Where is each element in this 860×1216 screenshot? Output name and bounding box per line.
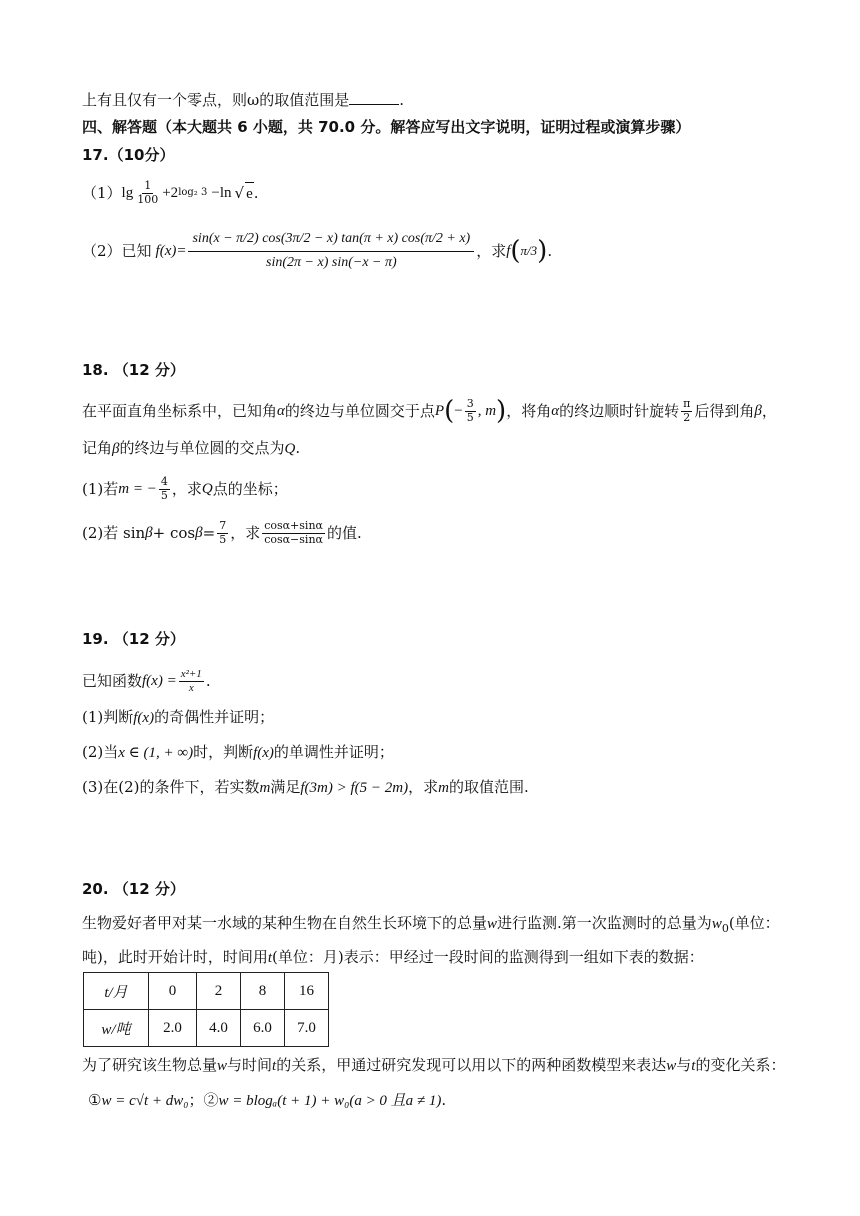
q18-text-a: 在平面直角坐标系中，已知角 bbox=[82, 402, 278, 420]
answer-blank bbox=[349, 90, 399, 105]
para2-b: (单位：月)表示：甲经过一段时间的监测得到一组如下表的数据： bbox=[272, 948, 704, 966]
q19-sub1 bbox=[82, 706, 274, 729]
q18-sub1 bbox=[82, 472, 288, 506]
q17-header: 17.（10分） bbox=[82, 146, 175, 164]
q19-intro bbox=[82, 664, 211, 698]
q20-models bbox=[88, 1089, 446, 1112]
point-Q: Q bbox=[284, 441, 296, 457]
q18-line2 bbox=[82, 437, 300, 460]
sub2-c: = bbox=[202, 524, 216, 542]
q18-line2-end: . bbox=[295, 439, 301, 457]
data-table bbox=[83, 972, 329, 1047]
para3-e: 的变化关系： bbox=[695, 1056, 786, 1074]
top-fragment bbox=[82, 89, 404, 111]
var-m: m bbox=[259, 780, 271, 796]
top-fragment-end: . bbox=[399, 91, 405, 109]
frac-numerator: 3 bbox=[466, 396, 474, 410]
q20-para1 bbox=[82, 912, 780, 940]
table-cell: 0 bbox=[149, 973, 197, 1010]
var-w: w bbox=[217, 1058, 228, 1074]
q18-line2-b: 的终边与单位圆的交点为 bbox=[119, 439, 285, 457]
models-end: . bbox=[441, 1091, 447, 1109]
var-w0: w bbox=[711, 916, 722, 932]
sub3-b: 满足 bbox=[270, 778, 301, 796]
minus-ln: −ln bbox=[211, 185, 232, 201]
alpha-symbol: α bbox=[277, 403, 285, 419]
fraction-4-5 bbox=[159, 476, 170, 502]
frac-denominator: x bbox=[188, 681, 194, 694]
fx-label: f(x)= bbox=[155, 243, 187, 259]
fraction-pi-2 bbox=[681, 398, 692, 424]
sub2-b: 时，判断 bbox=[193, 743, 254, 761]
beta-symbol: β bbox=[754, 403, 762, 419]
sub1-b: 的奇偶性并证明； bbox=[154, 708, 275, 726]
frac-denominator: cosα−sinα bbox=[264, 532, 323, 546]
frac-numerator: 4 bbox=[160, 474, 168, 488]
beta-symbol: β bbox=[145, 525, 153, 541]
var-t: t bbox=[272, 1058, 277, 1074]
point-P: P bbox=[434, 403, 445, 419]
plus-two: +2 bbox=[162, 185, 179, 201]
table-row-w bbox=[84, 1010, 329, 1047]
sub2-b: + cos bbox=[152, 524, 196, 542]
ask-function: f bbox=[506, 243, 511, 259]
beta-symbol: β bbox=[195, 525, 203, 541]
frac-numerator: π bbox=[683, 396, 691, 410]
table-cell: 6.0 bbox=[241, 1010, 285, 1047]
big-numerator: sin(x − π/2) cos(3π/2 − x) tan(π + x) cos(π/2 + x) bbox=[188, 231, 474, 251]
q17-part1-end: . bbox=[253, 184, 259, 202]
para1-a: 生物爱好者甲对某一水域的某种生物在自然生长环境下的总量 bbox=[82, 914, 488, 932]
frac-denominator: 100 bbox=[137, 192, 159, 206]
para3-d: 与 bbox=[676, 1056, 692, 1074]
sub2-c: 的单调性并证明； bbox=[273, 743, 394, 761]
alpha-symbol: α bbox=[551, 403, 560, 419]
top-fragment-text: 上有且仅有一个零点，则ω的取值范围是 bbox=[82, 91, 350, 109]
q18-line1-end: ， bbox=[761, 402, 777, 420]
var-m: m bbox=[438, 780, 449, 796]
q18-line2-a: 记角 bbox=[82, 439, 113, 457]
q18-text-b: 的终边与单位圆交于点 bbox=[284, 402, 435, 420]
q18-header: 18. （12 分） bbox=[82, 361, 185, 379]
q17-part1-label: （1） bbox=[82, 184, 122, 202]
fraction-x2-x bbox=[179, 668, 204, 694]
sub3-a: (3)在(2)的条件下，若实数 bbox=[82, 778, 260, 796]
sub2-a: (2)若 sin bbox=[82, 524, 146, 542]
frac-numerator: cosα+sinα bbox=[264, 518, 323, 532]
para3-a: 为了研究该生物总量 bbox=[82, 1056, 218, 1074]
right-paren: ) bbox=[496, 396, 507, 426]
big-denominator: sin(2π − x) sin(−x − π) bbox=[266, 254, 397, 270]
q17-part2-label: （2）已知 bbox=[82, 242, 152, 260]
circled-two: ② bbox=[203, 1091, 219, 1109]
q20-header: 20. （12 分） bbox=[82, 880, 185, 898]
frac-denominator: 2 bbox=[683, 410, 691, 424]
fraction-7-5 bbox=[217, 520, 228, 546]
sub3-d: 的取值范围. bbox=[448, 778, 529, 796]
frac-denominator: 5 bbox=[219, 532, 227, 546]
q20-para3 bbox=[82, 1054, 785, 1077]
frac-numerator: 7 bbox=[219, 518, 227, 532]
q18-text-d: 的终边顺时针旋转 bbox=[559, 402, 680, 420]
q17-part2 bbox=[82, 222, 552, 280]
sub1-c: 点的坐标； bbox=[212, 480, 288, 498]
point-Q: Q bbox=[201, 481, 213, 497]
q20-para2 bbox=[82, 946, 704, 969]
table-cell: 16 bbox=[285, 973, 329, 1010]
para1-b: 进行监测.第一次监测时的总量为 bbox=[497, 914, 712, 932]
big-fraction bbox=[188, 231, 474, 270]
var-w: w bbox=[666, 1058, 677, 1074]
para3-b: 与时间 bbox=[227, 1056, 273, 1074]
beta-symbol: β bbox=[112, 441, 120, 457]
sqrt-symbol: √ bbox=[234, 184, 245, 202]
inequality: f(3m) > f(5 − 2m) bbox=[300, 780, 409, 796]
table-cell: 8 bbox=[241, 973, 285, 1010]
model-separator: ； bbox=[188, 1091, 204, 1109]
intro-end: . bbox=[205, 672, 211, 690]
fx: f(x) bbox=[133, 710, 155, 726]
q17-part2-end: . bbox=[547, 242, 553, 260]
condition: x ∈ (1, + ∞) bbox=[118, 745, 194, 761]
frac-denominator: 5 bbox=[160, 488, 168, 502]
section-heading: 四、解答题（本大题共 6 小题，共 70.0 分。解答应写出文字说明，证明过程或演算步骤） bbox=[82, 118, 691, 136]
var-t: t bbox=[267, 950, 273, 966]
q18-sub2 bbox=[82, 516, 362, 550]
right-paren: ) bbox=[537, 236, 548, 266]
model-1: w = c√t + dw₀ bbox=[101, 1093, 189, 1109]
sub2-a: (2)当 bbox=[82, 743, 119, 761]
fx-label: f(x) = bbox=[142, 673, 177, 689]
table-cell: 2.0 bbox=[149, 1010, 197, 1047]
q18-text-c: ，将角 bbox=[506, 402, 552, 420]
left-paren: ( bbox=[444, 396, 455, 426]
var-t: t bbox=[691, 1058, 696, 1074]
table-cell: 4.0 bbox=[197, 1010, 241, 1047]
table-cell-label: w/吨 bbox=[84, 1010, 149, 1047]
frac-numerator: 1 bbox=[144, 178, 152, 192]
table-cell: 2 bbox=[197, 973, 241, 1010]
para3-c: 的关系，甲通过研究发现可以用以下的两种函数模型来表达 bbox=[276, 1056, 667, 1074]
var-w: w bbox=[487, 916, 498, 932]
para1-c: (单位： bbox=[728, 914, 780, 932]
fraction-cos-sin bbox=[262, 520, 325, 546]
frac-denominator: 5 bbox=[466, 410, 474, 424]
lg-text: lg bbox=[121, 185, 134, 201]
table-row-t bbox=[84, 973, 329, 1010]
sub2-d: ，求 bbox=[230, 524, 261, 542]
fraction-1-100 bbox=[135, 180, 160, 206]
neg-sign: − bbox=[454, 403, 463, 419]
para2-a: 吨)，此时开始计时，时间用 bbox=[82, 948, 268, 966]
m-equation: m = − bbox=[118, 481, 157, 497]
q18-line1 bbox=[82, 394, 777, 428]
q17-part1 bbox=[82, 176, 259, 210]
q19-sub2 bbox=[82, 741, 394, 764]
sub1-a: (1)判断 bbox=[82, 708, 134, 726]
w0-subscript: 0 bbox=[721, 922, 729, 935]
coord-m: , m bbox=[477, 403, 497, 419]
frac-numerator: x²+1 bbox=[180, 667, 202, 680]
sub3-c: ，求 bbox=[408, 778, 439, 796]
model-2: w = blogₐ(t + 1) + w₀(a > 0 且a ≠ 1) bbox=[218, 1093, 442, 1109]
sqrt-argument: e bbox=[245, 182, 254, 205]
table-cell-label: t/月 bbox=[84, 973, 149, 1010]
ask-argument: π/3 bbox=[520, 243, 538, 258]
table-cell: 7.0 bbox=[285, 1010, 329, 1047]
left-paren: ( bbox=[510, 236, 521, 266]
ask-text: ，求 bbox=[476, 242, 507, 260]
intro-a: 已知函数 bbox=[82, 672, 143, 690]
fx: f(x) bbox=[253, 745, 274, 761]
sub2-e: 的值. bbox=[326, 524, 362, 542]
sub1-a: (1)若 bbox=[82, 480, 119, 498]
q19-header: 19. （12 分） bbox=[82, 630, 185, 648]
exponent: log₂ 3 bbox=[178, 187, 208, 198]
sub1-b: ，求 bbox=[171, 480, 202, 498]
q18-text-e: 后得到角 bbox=[694, 402, 755, 420]
q19-sub3 bbox=[82, 776, 529, 799]
circled-one: ① bbox=[88, 1091, 102, 1109]
fraction-3-5 bbox=[465, 398, 476, 424]
